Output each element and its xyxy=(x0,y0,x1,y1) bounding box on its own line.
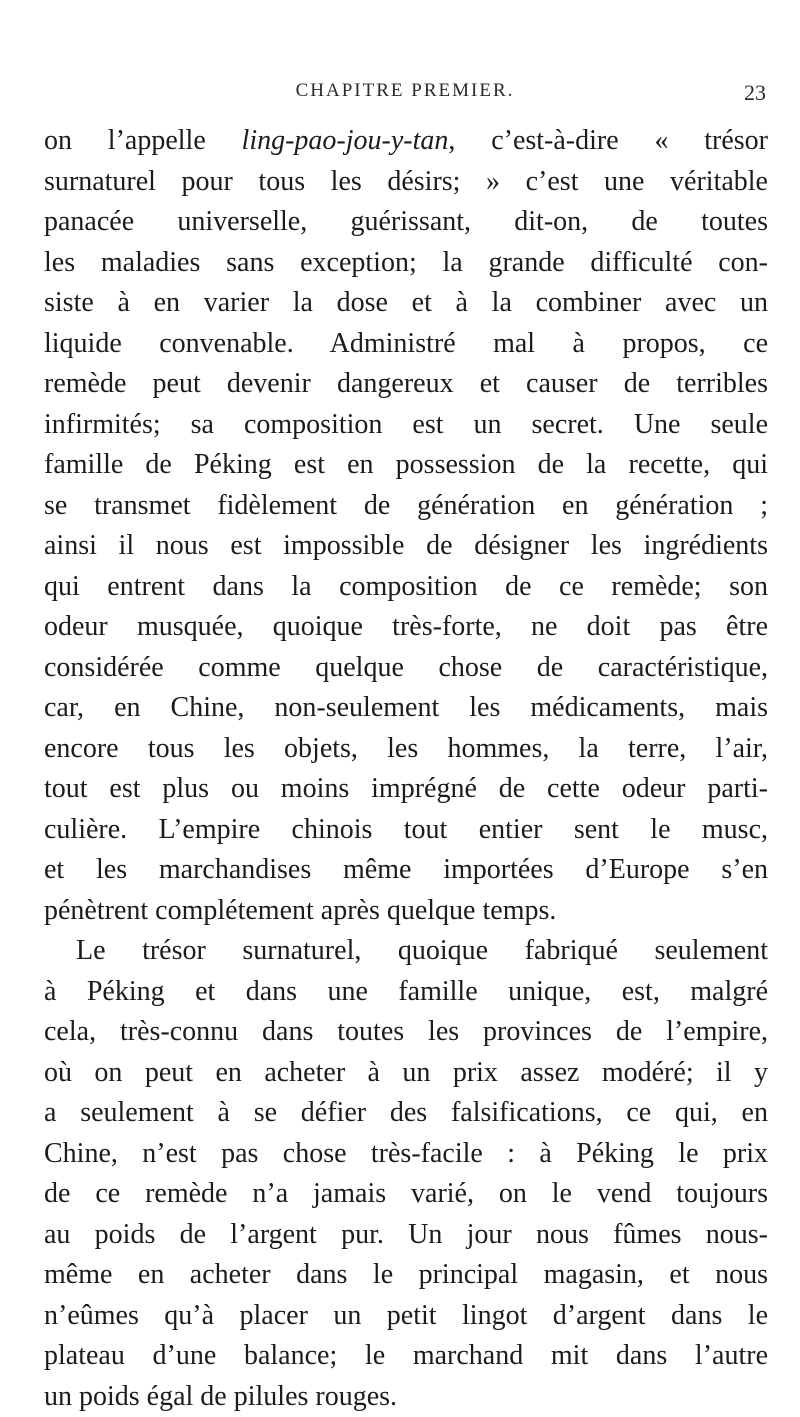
page-number: 23 xyxy=(744,80,766,106)
text-line: les maladies sans exception; la grande difficulté con- xyxy=(44,243,768,284)
text-line: se transmet fidèlement de génération en génération ; xyxy=(44,486,768,527)
text-line: où on peut en acheter à un prix assez modéré; il y xyxy=(44,1053,768,1094)
text-line: a seulement à se défier des falsifications, ce qui, en xyxy=(44,1093,768,1134)
text-line: famille de Péking est en possession de la recette, qui xyxy=(44,445,768,486)
running-head xyxy=(44,80,766,106)
text-line: plateau d’une balance; le marchand mit dans l’autre xyxy=(44,1336,768,1377)
text-line: infirmités; sa composition est un secret. Une seule xyxy=(44,405,768,446)
text-line: liquide convenable. Administré mal à propos, ce xyxy=(44,324,768,365)
text-line: car, en Chine, non-seulement les médicaments, mais xyxy=(44,688,768,729)
text-line: surnaturel pour tous les désirs; » c’est une véritable xyxy=(44,162,768,203)
text-line: au poids de l’argent pur. Un jour nous fûmes nous- xyxy=(44,1215,768,1256)
text-line: à Péking et dans une famille unique, est, malgré xyxy=(44,972,768,1013)
text-line: de ce remède n’a jamais varié, on le vend toujours xyxy=(44,1174,768,1215)
text-line: tout est plus ou moins imprégné de cette odeur parti- xyxy=(44,769,768,810)
text-line: Le trésor surnaturel, quoique fabriqué seulement xyxy=(44,931,768,972)
body-text xyxy=(44,121,768,1417)
italic-term: ling-pao-jou-y-tan xyxy=(242,125,449,156)
text-line: remède peut devenir dangereux et causer de terribles xyxy=(44,364,768,405)
text-line: même en acheter dans le principal magasin, et nous xyxy=(44,1255,768,1296)
text-line: on l’appelle ling-pao-jou-y-tan, c’est-à-dire « trésor xyxy=(44,121,768,162)
text-line: Chine, n’est pas chose très-facile : à Péking le prix xyxy=(44,1134,768,1175)
text-line: siste à en varier la dose et à la combiner avec un xyxy=(44,283,768,324)
text-line: odeur musquée, quoique très-forte, ne doit pas être xyxy=(44,607,768,648)
text-line: un poids égal de pilules rouges. xyxy=(44,1377,768,1417)
text-line: et les marchandises même importées d’Europe s’en xyxy=(44,850,768,891)
text-line: considérée comme quelque chose de caractéristique, xyxy=(44,648,768,689)
text-line: cela, très-connu dans toutes les provinces de l’empire, xyxy=(44,1012,768,1053)
text-line: qui entrent dans la composition de ce remède; son xyxy=(44,567,768,608)
text-line: n’eûmes qu’à placer un petit lingot d’argent dans le xyxy=(44,1296,768,1337)
text-line: pénètrent complétement après quelque temps. xyxy=(44,891,768,932)
text-line: culière. L’empire chinois tout entier sent le musc, xyxy=(44,810,768,851)
chapter-title: CHAPITRE PREMIER. xyxy=(44,80,766,102)
text-line: ainsi il nous est impossible de désigner les ingrédients xyxy=(44,526,768,567)
text-line: encore tous les objets, les hommes, la terre, l’air, xyxy=(44,729,768,770)
text-line: panacée universelle, guérissant, dit-on, de toutes xyxy=(44,202,768,243)
